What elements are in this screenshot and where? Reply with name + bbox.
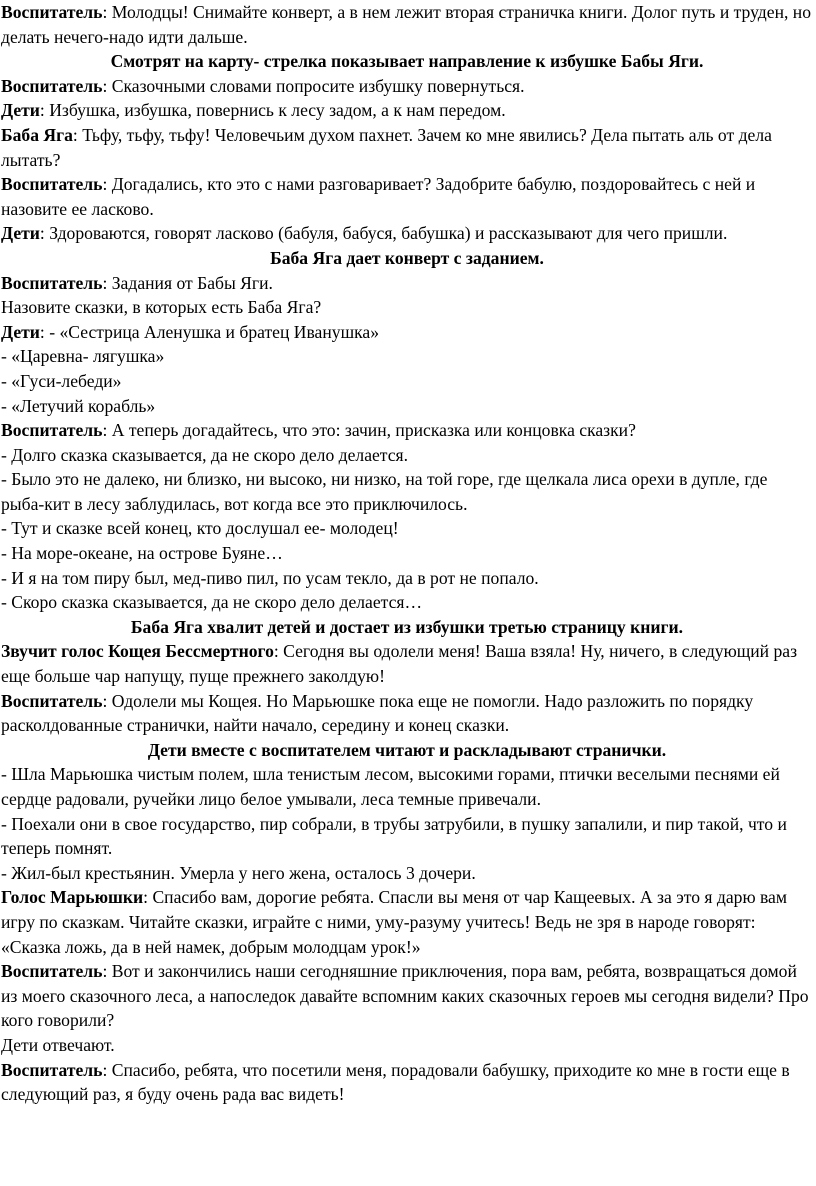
dialogue-paragraph bbox=[1, 123, 813, 172]
speaker-label: Воспитатель bbox=[1, 272, 103, 293]
speaker-label: Дети bbox=[1, 100, 40, 121]
section-heading: Смотрят на карту- стрелка показывает направление к избушке Бабы Яги. bbox=[110, 51, 704, 72]
speaker-label: Дети bbox=[1, 223, 40, 244]
speaker-label: Воспитатель bbox=[1, 75, 103, 96]
speaker-label: Воспитатель bbox=[1, 174, 103, 195]
dialogue-paragraph bbox=[1, 885, 813, 959]
dialogue-paragraph bbox=[1, 639, 813, 688]
list-item: - И я на том пиру был, мед-пиво пил, по усам текло, да в рот не попало. bbox=[1, 567, 539, 588]
speaker-label: Баба Яга bbox=[1, 124, 73, 145]
speaker-label: Воспитатель bbox=[1, 961, 103, 982]
section-heading: Баба Яга хвалит детей и достает из избушки третью страницу книги. bbox=[130, 616, 684, 637]
paragraph-text: : Спасибо вам, дорогие ребята. Спасли вы меня от чар Кащеевых. А за это я дарю вам игру по сказкам. Читайте сказки, играйте с ними, уму-разуму учитесь! Ведь не зря в народе говорят: «Сказка ложь, да в ней намек, добрым молодцам урок!» bbox=[1, 887, 788, 957]
dialogue-paragraph bbox=[1, 74, 813, 99]
paragraph-text: : А теперь догадайтесь, что это: зачин, присказка или концовка сказки? bbox=[102, 420, 636, 441]
list-item: - Долго сказка сказывается, да не скоро дело делается. bbox=[1, 444, 409, 465]
list-item: - Поехали они в свое государство, пир собрали, в трубы затрубили, в пушку запалили, и пир такой, что и теперь помнят. bbox=[1, 813, 787, 859]
dialogue-paragraph bbox=[1, 221, 813, 246]
dialogue-paragraph bbox=[1, 320, 813, 345]
dialogue-paragraph bbox=[1, 271, 813, 296]
dialogue-paragraph bbox=[1, 0, 813, 49]
dialogue-paragraph bbox=[1, 418, 813, 443]
text-line: Назовите сказки, в которых есть Баба Яга? bbox=[1, 297, 322, 318]
paragraph-text: : Здороваются, говорят ласково (бабуля, бабуся, бабушка) и рассказывают для чего пришли. bbox=[39, 223, 728, 244]
speaker-label: Воспитатель bbox=[1, 420, 103, 441]
paragraph-text: : Догадались, кто это с нами разговаривает? Задобрите бабулю, поздоровайтесь с ней и назовите ее ласково. bbox=[1, 174, 756, 219]
paragraph-text: : Вот и закончились наши сегодняшние приключения, пора вам, ребята, возвращаться домой из моего сказочного леса, а напоследок давайте вспомним каких сказочных героев мы сегодня видели? Про кого говорили? bbox=[1, 961, 809, 1031]
list-item: - «Гуси-лебеди» bbox=[1, 370, 122, 391]
dialogue-paragraph bbox=[1, 98, 813, 123]
speaker-label: Воспитатель bbox=[1, 690, 103, 711]
list-item: - На море-океане, на острове Буяне… bbox=[1, 543, 283, 564]
list-item: - «Царевна- лягушка» bbox=[1, 346, 165, 367]
speaker-label: Воспитатель bbox=[1, 2, 103, 22]
paragraph-text: : - «Сестрица Аленушка и братец Иванушка» bbox=[39, 321, 380, 342]
paragraph-text: : Одолели мы Кощея. Но Марьюшке пока еще не помогли. Надо разложить по порядку расколдованные странички, найти начало, середину и конец сказки. bbox=[1, 690, 754, 736]
list-item: - Скоро сказка сказывается, да не скоро дело делается… bbox=[1, 592, 423, 613]
list-item: - Тут и сказке всей конец, кто дослушал ее- молодец! bbox=[1, 518, 399, 539]
paragraph-text: : Спасибо, ребята, что посетили меня, порадовали бабушку, приходите ко мне в гости еще в следующий раз, я буду очень рада вас видеть! bbox=[1, 1059, 790, 1105]
speaker-label: Голос Марьюшки bbox=[1, 887, 144, 908]
dialogue-paragraph bbox=[1, 1058, 813, 1107]
paragraph-text: : Избушка, избушка, повернись к лесу задом, а к нам передом. bbox=[39, 100, 506, 121]
list-item: - Шла Марьюшка чистым полем, шла тенистым лесом, высокими горами, птички веселыми песнями ей сердце радовали, ручейки лицо белое умывали, леса темные привечали. bbox=[1, 764, 780, 809]
list-item: - Жил-был крестьянин. Умерла у него жена, осталось 3 дочери. bbox=[1, 862, 476, 883]
list-item: - Было это не далеко, ни близко, ни высоко, ни низко, на той горе, где щелкала лиса орехи в дупле, где рыба-кит в лесу заблудилась, вот когда все это приключилось. bbox=[1, 469, 768, 514]
speaker-label: Дети bbox=[1, 321, 40, 342]
dialogue-paragraph bbox=[1, 959, 813, 1033]
dialogue-paragraph bbox=[1, 172, 813, 221]
paragraph-text: : Сказочными словами попросите избушку повернуться. bbox=[102, 75, 525, 96]
text-line: Дети отвечают. bbox=[1, 1034, 115, 1055]
list-item: - «Летучий корабль» bbox=[1, 395, 156, 416]
paragraph-text: : Молодцы! Снимайте конверт, а в нем лежит вторая страничка книги. Долог путь и труден, но делать нечего-надо идти дальше. bbox=[1, 2, 811, 47]
paragraph-text: : Задания от Бабы Яги. bbox=[102, 272, 273, 293]
section-heading: Баба Яга дает конверт с заданием. bbox=[270, 247, 544, 268]
speaker-label: Воспитатель bbox=[1, 1059, 103, 1080]
speaker-label: Звучит голос Кощея Бессмертного bbox=[1, 641, 274, 662]
dialogue-paragraph bbox=[1, 689, 813, 738]
paragraph-text: : Тьфу, тьфу, тьфу! Человечьим духом пахнет. Зачем ко мне явились? Дела пытать аль от дела лытать? bbox=[1, 124, 772, 170]
paragraph-text: : Сегодня вы одолели меня! Ваша взяла! Ну, ничего, в следующий раз еще больше чар напущу, пуще прежнего заколдую! bbox=[1, 641, 798, 687]
section-heading: Дети вместе с воспитателем читают и раскладывают странички. bbox=[147, 739, 667, 760]
